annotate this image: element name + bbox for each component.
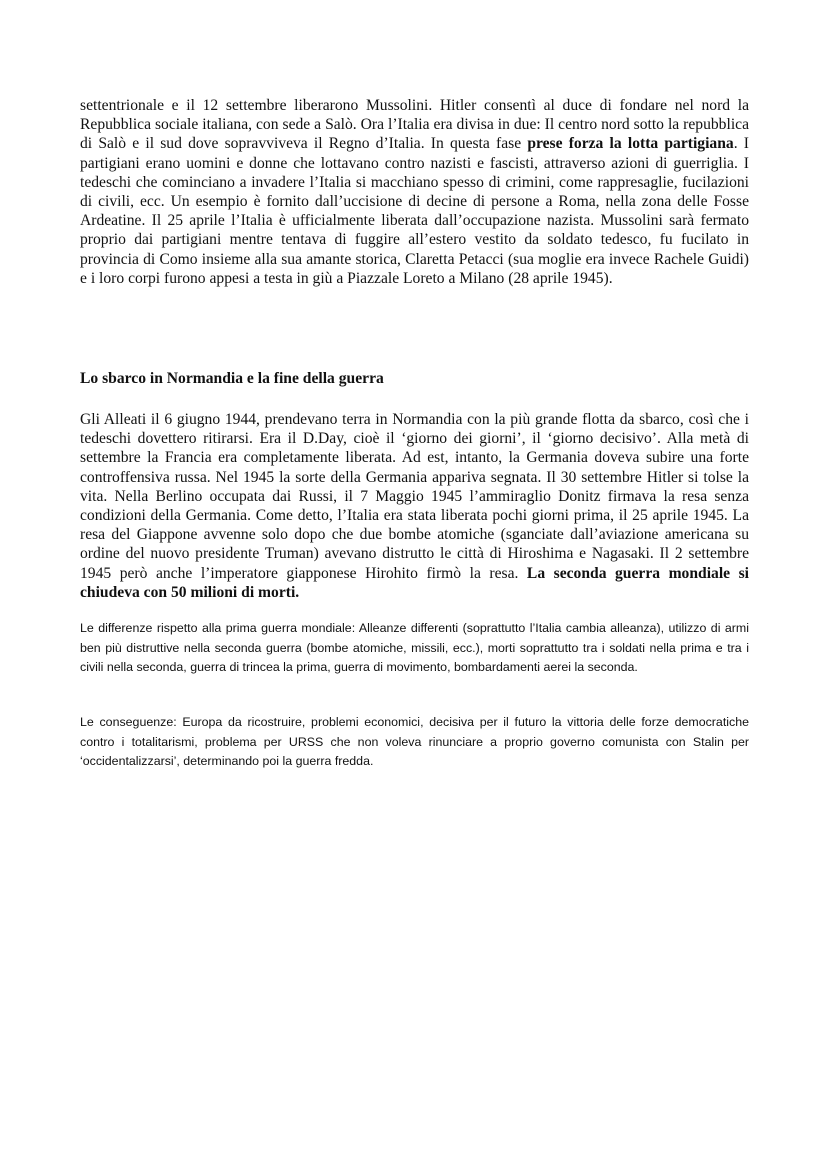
paragraph-text: settentrionale e il 12 settembre liberarono Mussolini. Hitler consentì al duce di fondare nel nord la Repubblica sociale italiana, con sede a Salò. Ora l’Italia era divisa in due: Il centro nord sotto la repubblica di Salò e il sud dove sopravviveva il Regno d’Italia. In questa fase bbox=[80, 97, 749, 153]
bold-text: prese forza la lotta partigiana bbox=[527, 135, 734, 153]
paragraph-conseguenze: Le conseguenze: Europa da ricostruire, problemi economici, decisiva per il futuro la vittoria delle forze democratiche contro i totalitarismi, problema per URSS che non voleva rinunciare a proprio governo comunista con Stalin per ‘occidentalizzarsi’, determinando poi la guerra fredda. bbox=[80, 715, 749, 769]
paragraph-normandia bbox=[80, 410, 749, 602]
paragraph-text: . I partigiani erano uomini e donne che lottavano contro nazisti e fascisti, attraverso azioni di guerriglia. I tedeschi che cominciano a invadere l’Italia si macchiano spesso di crimini, come rappresaglie, fucilazioni di civili, ecc. Un esempio è fornito dall’uccisione di decine di persone a Roma, nella zona delle Fosse Ardeatine. Il 25 aprile l’Italia è ufficialmente liberata dall’occupazione nazista. Mussolini sarà fermato proprio dai partigiani mentre tentava di fuggire all’estero vestito da soldato tedesco, fu fucilato in provincia di Como insieme alla sua amante storica, Claretta Petacci (sua moglie era invece Rachele Guidi) e i loro corpi furono appesi a testa in giù a Piazzale Loreto a Milano (28 aprile 1945). bbox=[80, 135, 749, 287]
section-heading: Lo sbarco in Normandia e la fine della guerra bbox=[80, 370, 384, 387]
bold-text: La seconda guerra mondiale si chiudeva con 50 milioni di morti. bbox=[80, 564, 750, 601]
document-page bbox=[80, 96, 750, 769]
paragraph-text: Gli Alleati il 6 giugno 1944, prendevano terra in Normandia con la più grande flotta da sbarco, così che i tedeschi dovettero ritirarsi. Era il D.Day, cioè il ‘giorno dei giorni’, il ‘giorno decisivo’. Alla metà di settembre la Francia era completamente liberata. Ad est, intanto, la Germania doveva subire una forte controffensiva russa. Nel 1945 la sorte della Germania appariva segnata. Il 30 settembre Hitler si tolse la vita. Nella Berlino occupata dai Russi, il 7 Maggio 1945 l’ammiraglio Donitz firmava la resa senza condizioni della Germania. Come detto, l’Italia era stata liberata pochi giorni prima, il 25 aprile 1945. La resa del Giappone avvenne solo dopo che due bombe atomiche (sganciate dall’aviazione americana su ordine del nuovo presidente Truman) avevano distrutto le città di Hiroshima e Nagasaki. Il 2 settembre 1945 però anche l’imperatore giapponese Hirohito firmò la resa. bbox=[80, 411, 749, 582]
paragraph-differenze: Le differenze rispetto alla prima guerra mondiale: Alleanze differenti (soprattutto l’Italia cambia alleanza), utilizzo di armi ben più distruttive nella seconda guerra (bombe atomiche, missili, ecc.), morti soprattutto tra i soldati nella prima e tra i civili nella seconda, guerra di trincea la prima, guerra di movimento, bombardamenti aerei la seconda. bbox=[80, 621, 749, 675]
paragraph-resistenza bbox=[80, 96, 749, 288]
